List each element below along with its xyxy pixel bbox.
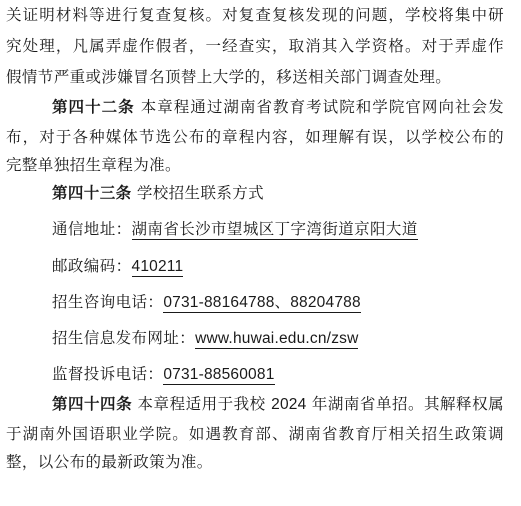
paragraph-line (6, 127, 512, 147)
text: 学校招生联系方式 (131, 184, 265, 202)
contact-value: 0731-88560081 (163, 366, 275, 383)
contact-label: 通信地址： (52, 220, 132, 238)
text: 布，对于各种媒体节选公布的章程内容，如理解有误，以学校公布的 (6, 128, 504, 146)
contact-label: 招生咨询电话： (52, 293, 164, 311)
paragraph-line (6, 424, 512, 444)
paragraph-line (6, 155, 521, 175)
text: 本章程通过湖南省教育考试院和学院官网向社会发 (134, 98, 504, 116)
text: 完整单独招生章程为准。 (6, 156, 181, 174)
contact-website (52, 328, 512, 349)
text: 本章程适用于我校 (132, 395, 272, 413)
contact-value: 0731-88164788、88204788 (163, 294, 361, 311)
article-43-heading: 第四十三条 (52, 184, 132, 202)
text: 整，以公布的最新政策为准。 (6, 453, 213, 471)
paragraph-line (6, 36, 512, 56)
article-44-line (52, 394, 512, 415)
contact-phone (52, 292, 512, 313)
text: 于湖南外国语职业学院。如遇教育部、湖南省教育厅相关招生政策调 (6, 425, 504, 443)
contact-label: 邮政编码： (52, 257, 132, 275)
text: 究处理，凡属弄虚作假者，一经查实，取消其入学资格。对于弄虚作 (6, 37, 504, 55)
text: 假情节严重或涉嫌冒名顶替上大学的，移送相关部门调查处理。 (6, 68, 452, 86)
contact-value: 湖南省长沙市望城区丁字湾街道京阳大道 (131, 220, 418, 238)
website-link[interactable]: www.huwai.edu.cn/zsw (195, 330, 359, 347)
paragraph-line (6, 452, 521, 472)
text: 关证明材料等进行复查复核。对复查复核发现的问题，学校将集中研 (6, 6, 504, 24)
contact-postcode (52, 256, 512, 277)
paragraph-line (6, 5, 512, 25)
article-44-heading: 第四十四条 (52, 395, 133, 413)
contact-complaint (52, 364, 512, 385)
paragraph-line (6, 67, 521, 87)
article-42-line (52, 97, 512, 117)
contact-label: 监督投诉电话： (52, 365, 164, 383)
contact-value: 410211 (131, 258, 184, 275)
text: 年湖南省单招。其解释权属 (306, 395, 504, 413)
year: 2024 (271, 396, 307, 413)
contact-address (52, 219, 512, 239)
article-43-line (52, 183, 512, 203)
article-42-heading: 第四十二条 (52, 98, 135, 116)
contact-label: 招生信息发布网址： (52, 329, 196, 347)
